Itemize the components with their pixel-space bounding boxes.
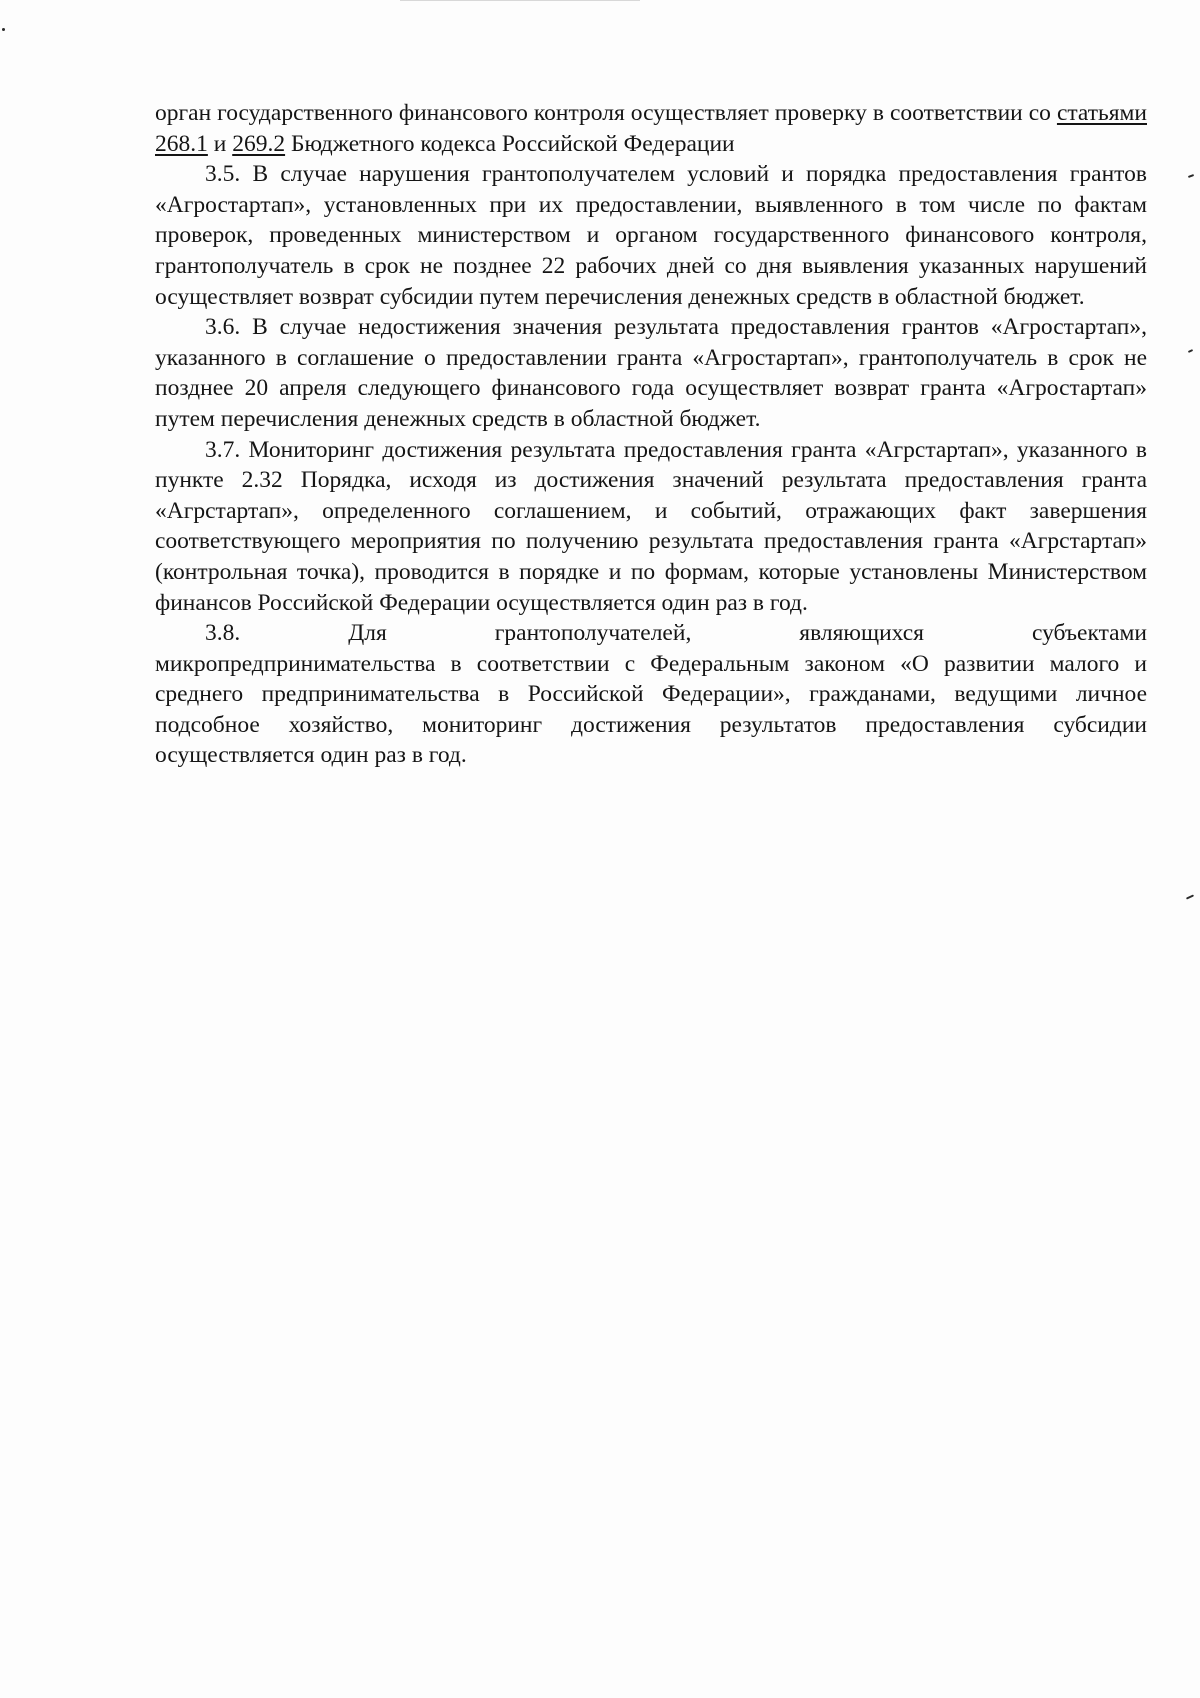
- scan-mark: [1186, 894, 1194, 899]
- scan-mark: [1188, 349, 1193, 353]
- scan-edge-line: [400, 0, 640, 1]
- scan-dot: [2, 28, 5, 31]
- paragraph-3-8-first-line: 3.8. Для грантополучателей, являющихся субъектами: [205, 620, 1147, 647]
- paragraph-text: Бюджетного кодекса Российской Федерации: [285, 130, 735, 157]
- paragraph-3-8: микропредпринимательства в соответствии с Федеральным законом «О развитии малого и среднего предпринимательства в Российской Федерации», гражданами, ведущими личное подсобное хозяйство, мониторинг достижения результатов предоставления субсидии осуществляется один раз в год.: [155, 650, 1147, 769]
- paragraph-3-5: 3.5. В случае нарушения грантополучателем условий и порядка предоставления грантов «Агростартап», установленных при их предоставлении, выявленного в том числе по фактам проверок, проведенных министерством и органом государственного финансового контроля, грантополучатель в срок не позднее 22 рабочих дней со дня выявления указанных нарушений осуществляет возврат субсидии путем перечисления денежных средств в областной бюджет.: [155, 161, 1147, 310]
- article-link-268-1[interactable]: статьями 268.1: [155, 100, 1147, 157]
- document-body: [155, 98, 1147, 771]
- paragraph-continuation: [155, 98, 1147, 159]
- paragraph-text: и: [207, 130, 233, 157]
- paragraph-3-6: 3.6. В случае недостижения значения результата предоставления грантов «Агростартап», указанного в соглашение о предоставлении гранта «Агростартап», грантополучатель в срок не позднее 20 апреля следующего финансового года осуществляет возврат гранта «Агростартап» путем перечисления денежных средств в областной бюджет.: [155, 314, 1147, 432]
- paragraph-text: орган государственного финансового контроля осуществляет проверку в соответствии со: [155, 100, 1057, 126]
- scan-mark: [1188, 174, 1194, 178]
- article-link-269-2[interactable]: 269.2: [232, 130, 286, 157]
- paragraph-3-7: 3.7. Мониторинг достижения результата предоставления гранта «Агрстартап», указанного в пункте 2.32 Порядка, исходя из достижения значений результата предоставления гранта «Агрстартап», определенного соглашением, и событий, отражающих факт завершения соответствующего мероприятия по получению результата предоставления гранта «Агрстартап» (контрольная точка), проводится в порядке и по формам, которые установлены Министерством финансов Российской Федерации осуществляется один раз в год.: [155, 436, 1147, 616]
